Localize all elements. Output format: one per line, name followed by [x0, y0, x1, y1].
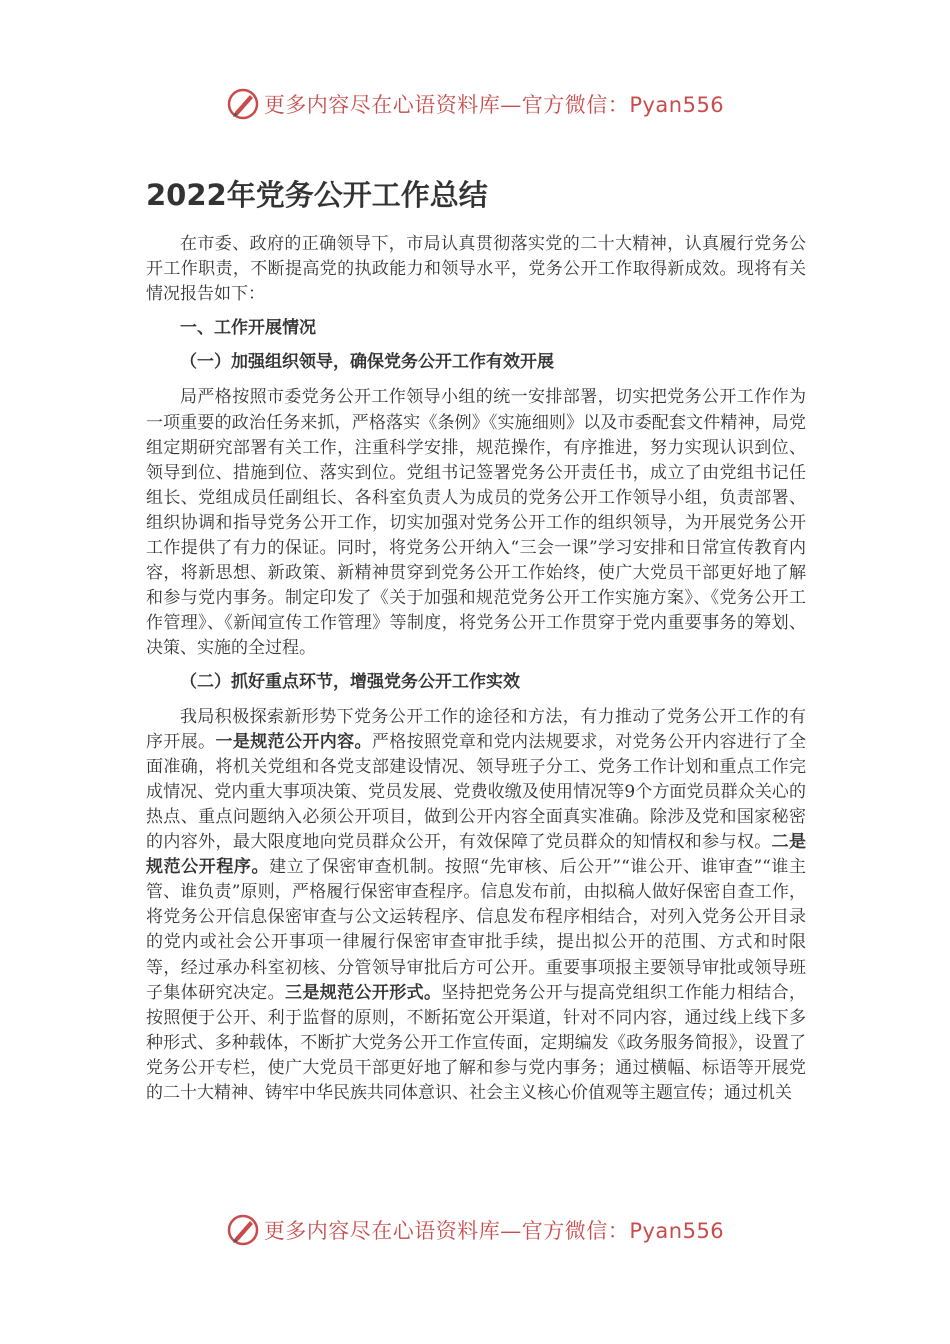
- wechat-id: Pyan556: [629, 1219, 725, 1243]
- footer-banner: [0, 1210, 950, 1250]
- pen-logo-icon: [226, 1213, 260, 1247]
- point-3-label: 三是规范公开形式。: [285, 982, 442, 1003]
- banner-text: 更多内容尽在心语资料库—官方微信：Pyan556: [263, 1219, 725, 1243]
- banner-text: 更多内容尽在心语资料库—官方微信：Pyan556: [263, 93, 725, 117]
- section-heading: 一、工作开展情况: [180, 318, 316, 339]
- pen-logo-icon: [226, 87, 260, 121]
- document-title: 2022年党务公开工作总结: [146, 178, 488, 212]
- subsection-1-paragraph: 局严格按照市委党务公开工作领导小组的统一安排部署，切实把党务公开工作作为一项重要的政治任务来抓，严格落实《条例》《实施细则》以及市委配套文件精神，局党组定期研究部署有关工作，注重科学安排，规范操作，有序推进，努力实现认识到位、领导到位、措施到位、落实到位。党组书记签署党务公开责任书，成立了由党组书记任组长、党组成员任副组长、各科室负责人为成员的党务公开工作领导小组，负责部署、组织协调和指导党务公开工作，切实加强对党务公开工作的组织领导，为开展党务公开工作提供了有力的保证。同时，将党务公开纳入“三会一课”学习安排和日常宣传教育内容，将新思想、新政策、新精神贯穿到党务公开工作始终，使广大党员干部更好地了解和参与党内事务。制定印发了《关于加强和规范党务公开工作实施方案》、《党务公开工作管理》、《新闻宣传工作管理》等制度，将党务公开工作贯穿于党内重要事务的筹划、决策、实施的全过程。: [146, 387, 806, 659]
- document-body: [146, 232, 806, 1106]
- subsection-heading-2: （二）抓好重点环节，增强党务公开工作实效: [180, 671, 520, 692]
- wechat-id: Pyan556: [629, 93, 725, 117]
- header-banner: [0, 84, 950, 124]
- point-2-label: 二是规范公开程序。: [146, 832, 807, 878]
- subsection-heading-1: （一）加强组织领导，确保党务公开工作有效开展: [180, 352, 554, 373]
- subsection-2-paragraph: 我局积极探索新形势下党务公开工作的途径和方法，有力推动了党务公开工作的有序开展。一是规范公开内容。严格按照党章和党内法规要求，对党务公开内容进行了全面准确，将机关党组和各党支部建设情况、领导班子分工、党务工作计划和重点工作完成情况、党内重大事项决策、党员发展、党费收缴及使用情况等9个方面党员群众关心的热点、重点问题纳入必须公开项目，做到公开内容全面真实准确。除涉及党和国家秘密的内容外，最大限度地向党员群众公开，有效保障了党员群众的知情权和参与权。二是规范公开程序。建立了保密审查机制。按照“先审核、后公开”“谁公开、谁审查”“谁主管、谁负责”原则，严格履行保密审查程序。信息发布前，由拟稿人做好保密自查工作，将党务公开信息保密审查与公文运转程序、信息发布程序相结合，对列入党务公开目录的党内或社会公开事项一律履行保密审查审批手续，提出拟公开的范围、方式和时限等，经过承办科室初核、分管领导审批后方可公开。重要事项报主要领导审批或领导班子集体研究决定。三是规范公开形式。坚持把党务公开与提高党组织工作能力相结合，按照便于公开、利于监督的原则，不断拓宽公开渠道，针对不同内容，通过线上线下多种形式、多种载体，不断扩大党务公开工作宣传面，定期编发《政务服务简报》，设置了党务公开专栏，使广大党员干部更好地了解和参与党内事务；通过横幅、标语等开展党的二十大精神、铸牢中华民族共同体意识、社会主义核心价值观等主题宣传；通过机关: [146, 706, 807, 1103]
- point-1-label: 一是规范公开内容。: [215, 731, 372, 752]
- intro-paragraph: 在市委、政府的正确领导下，市局认真贯彻落实党的二十大精神，认真履行党务公开工作职责，不断提高党的执政能力和领导水平，党务公开工作取得新成效。现将有关情况报告如下：: [146, 234, 806, 305]
